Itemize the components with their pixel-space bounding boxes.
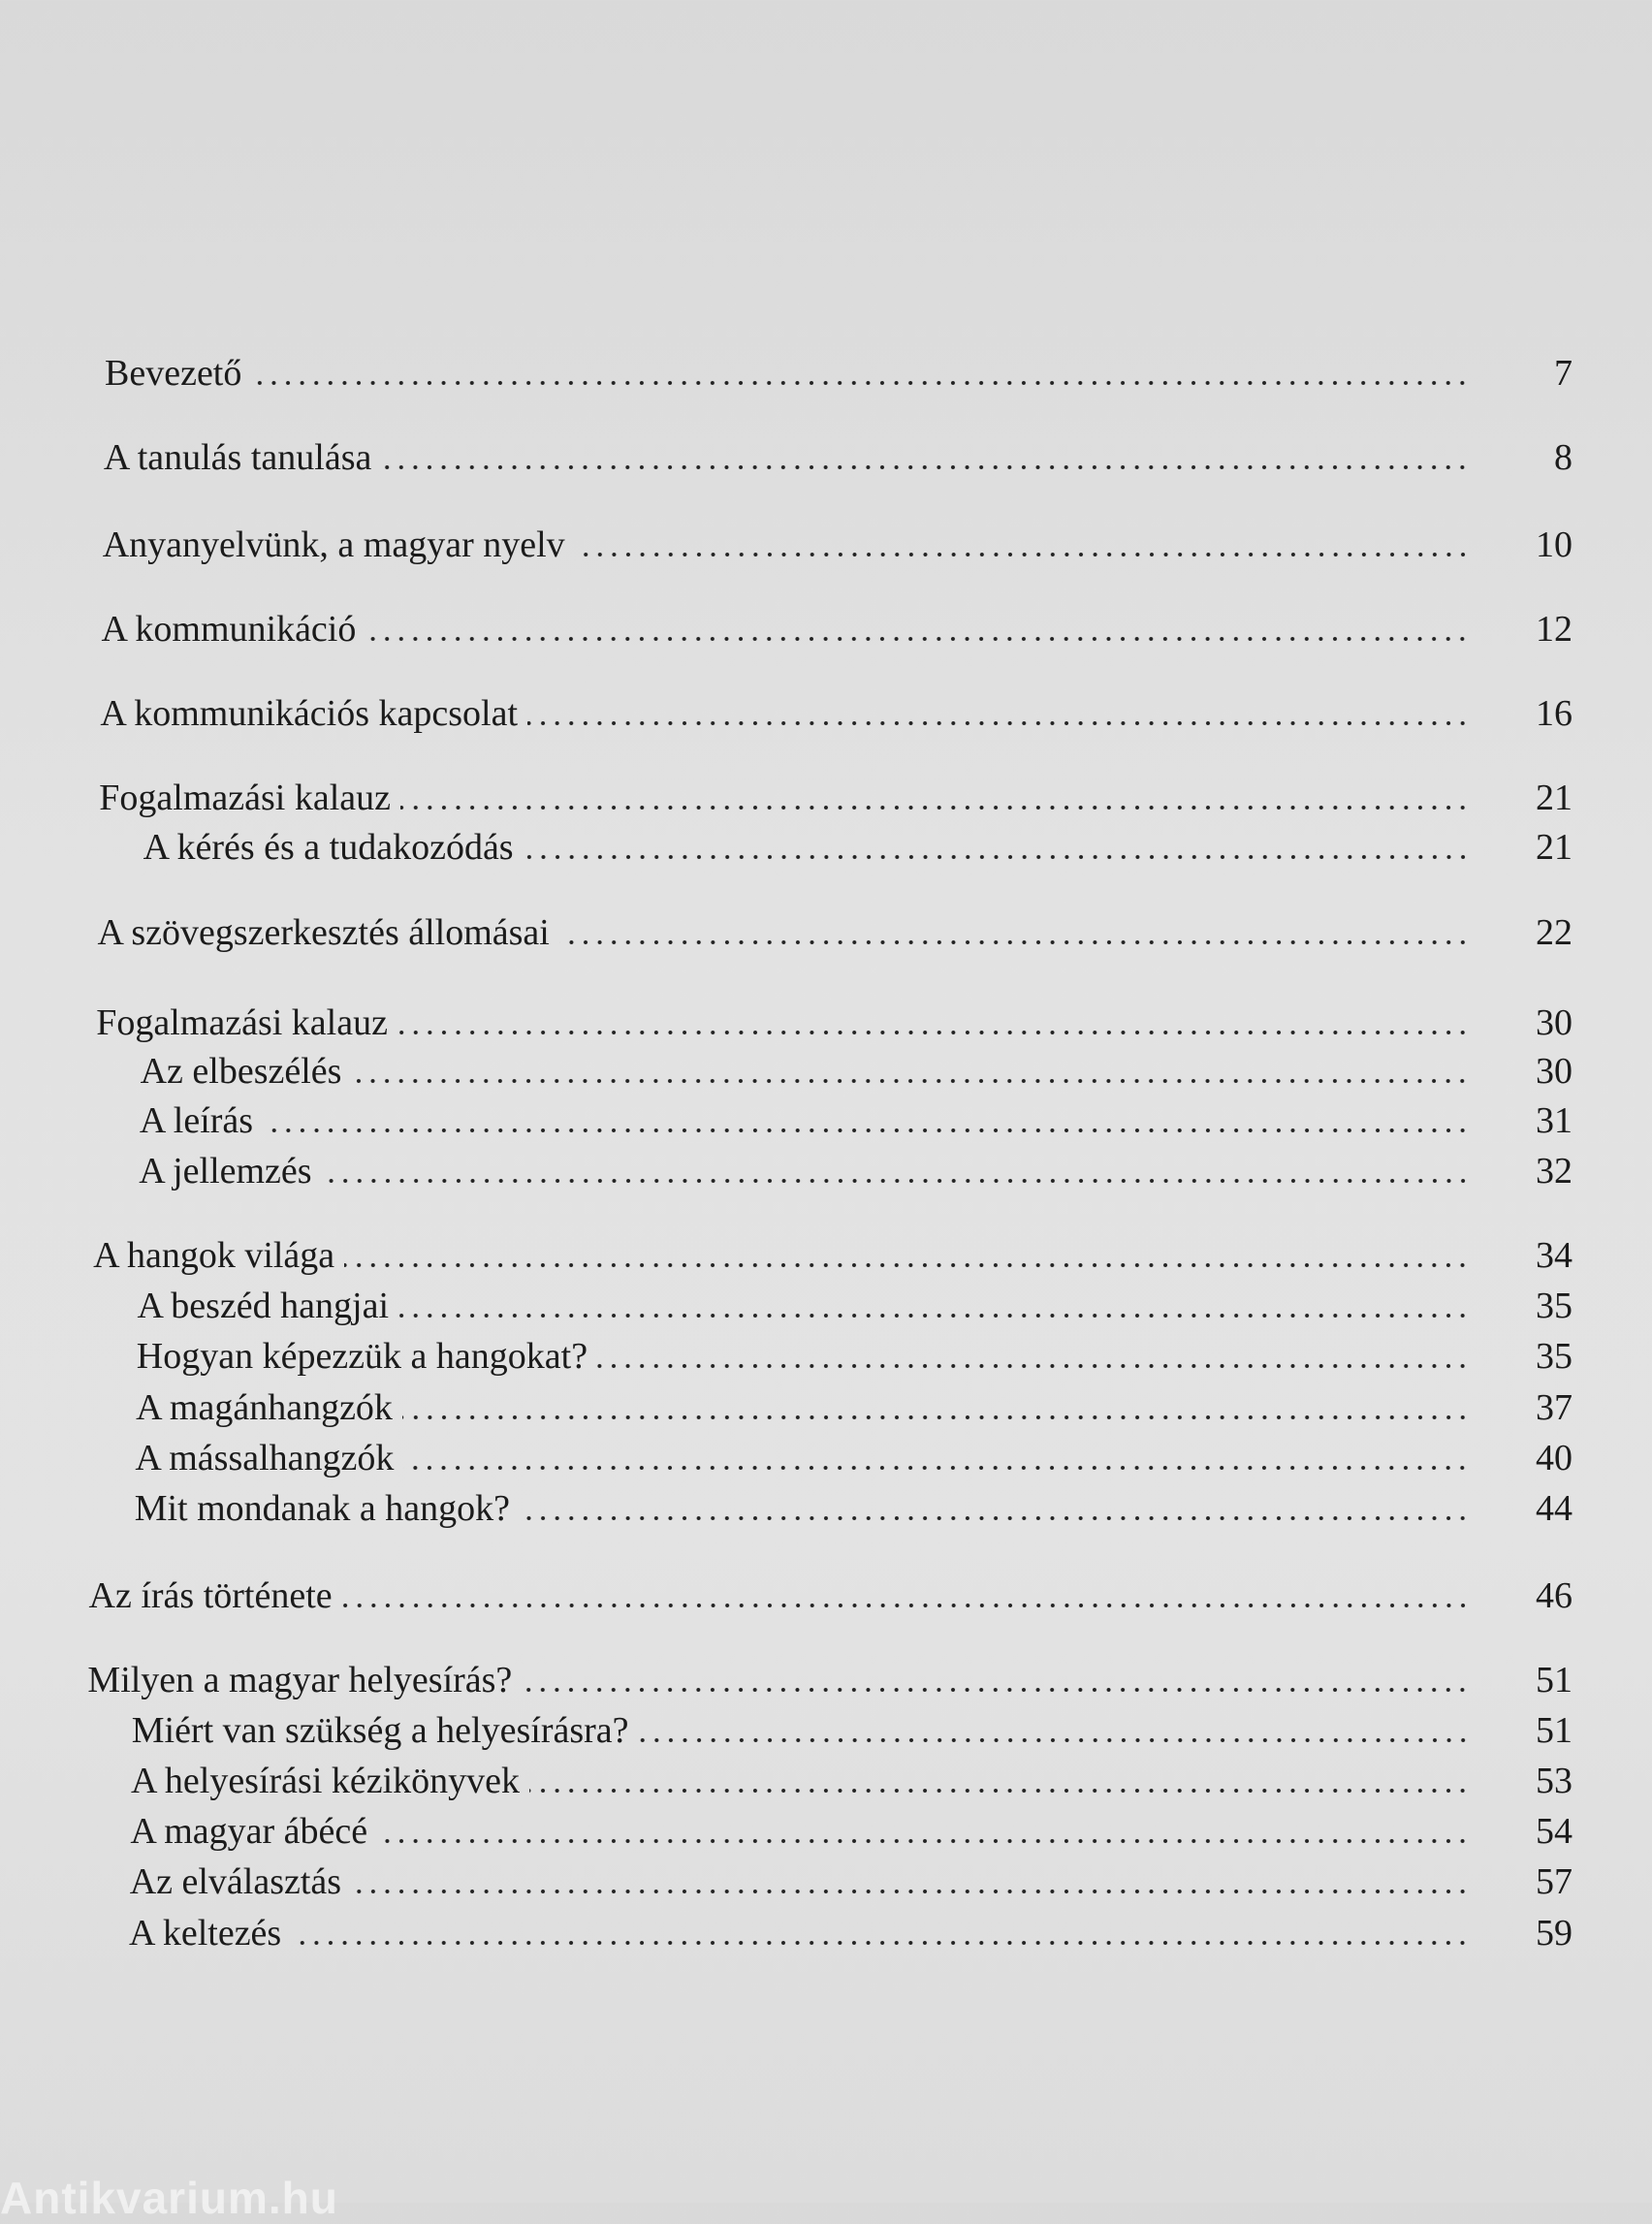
toc-entry [103, 522, 1573, 568]
toc-entry-title: Az elbeszélés [140, 1051, 342, 1092]
toc-entry-title: Az elválasztás [129, 1861, 342, 1902]
toc-entry-title: A mássalhangzók [135, 1438, 395, 1478]
toc-entry-title: A szövegszerkesztés állomásai [97, 912, 550, 953]
toc-entry-title: Miért van szükség a helyesírásra? [131, 1710, 629, 1751]
toc-entry-page: 57 [1535, 1861, 1573, 1902]
dot-leader [251, 379, 1470, 387]
dot-leader [597, 1362, 1470, 1370]
toc-entry-title: A beszéd hangjai [137, 1286, 390, 1326]
toc-entry [130, 1859, 1573, 1905]
dot-leader [322, 1177, 1470, 1185]
dot-leader [397, 1029, 1470, 1036]
toc-entry [131, 1758, 1573, 1804]
dot-leader [381, 463, 1470, 471]
toc-entry [99, 775, 1573, 821]
toc-entry-page: 22 [1535, 912, 1573, 953]
toc-entry-title: Hogyan képezzük a hangokat? [136, 1336, 588, 1377]
toc-entry-title: A leírás [139, 1100, 254, 1141]
toc-entry-title: A kérés és a tudakozódás [143, 827, 514, 868]
toc-entry [96, 1000, 1573, 1046]
dot-leader [351, 1888, 1470, 1895]
toc-entry-title: A kommunikáció [101, 609, 357, 650]
toc-entry-page: 51 [1535, 1710, 1573, 1751]
toc-entry-page: 12 [1535, 609, 1573, 650]
toc-entry-page: 21 [1535, 778, 1573, 818]
toc-entry-title: A hangok világa [93, 1235, 335, 1276]
toc-entry-page: 35 [1535, 1286, 1573, 1326]
toc-entry-title: Az írás története [88, 1575, 333, 1616]
toc-entry [97, 909, 1573, 956]
dot-leader [400, 804, 1470, 811]
dot-leader [524, 853, 1470, 861]
toc-entry [93, 1232, 1573, 1279]
toc-entry [87, 1657, 1573, 1703]
dot-leader [639, 1736, 1470, 1744]
toc-entry-title: A helyesírási kézikönyvek [131, 1761, 521, 1801]
toc-entry-page: 16 [1535, 693, 1573, 734]
toc-entry-page: 34 [1535, 1235, 1573, 1276]
toc-entry-page: 53 [1535, 1761, 1573, 1801]
toc-entry-title: Fogalmazási kalauz [96, 1002, 388, 1043]
toc-entry [132, 1707, 1573, 1754]
toc-entry [140, 1097, 1573, 1144]
toc-entry [135, 1485, 1573, 1532]
toc-entry-page: 31 [1535, 1100, 1573, 1141]
toc-entry-title: A tanulás tanulása [103, 437, 372, 478]
toc-entry-title: A jellemzés [139, 1151, 312, 1191]
toc-entry-page: 30 [1535, 1051, 1573, 1092]
dot-leader [529, 1787, 1470, 1795]
toc-entry [139, 1148, 1573, 1194]
toc-entry-page: 37 [1535, 1387, 1573, 1428]
toc-entry [143, 824, 1573, 871]
dot-leader [365, 635, 1470, 643]
toc-entry-title: A magánhangzók [136, 1387, 393, 1428]
toc-entry [141, 1048, 1573, 1095]
dot-leader [342, 1602, 1470, 1609]
toc-entry-page: 30 [1535, 1002, 1573, 1043]
toc-entry-title: Anyanyelvünk, a magyar nyelv [102, 524, 565, 565]
toc-entry-page: 54 [1535, 1811, 1573, 1852]
toc-entry-page: 32 [1535, 1151, 1573, 1191]
toc-entry-page: 8 [1553, 437, 1573, 478]
dot-leader [559, 938, 1470, 946]
toc-entry-title: Bevezető [105, 353, 242, 394]
toc-entry-page: 40 [1535, 1438, 1573, 1478]
toc-entry-page: 51 [1535, 1660, 1573, 1700]
toc-entry-title: Mit mondanak a hangok? [134, 1488, 510, 1529]
dot-leader [402, 1414, 1470, 1421]
toc-entry [130, 1808, 1573, 1855]
watermark: Antikvarium.hu [0, 2173, 338, 2223]
dot-leader [344, 1261, 1470, 1269]
toc-entry [137, 1333, 1573, 1380]
toc-entry-page: 21 [1535, 827, 1573, 868]
dot-leader [403, 1464, 1470, 1472]
toc-entry-page: 46 [1535, 1575, 1573, 1616]
toc-entry [135, 1435, 1573, 1481]
toc-entry-page: 10 [1535, 524, 1573, 565]
dot-leader [377, 1837, 1470, 1845]
toc-entry-page: 35 [1535, 1336, 1573, 1377]
dot-leader [398, 1312, 1470, 1319]
toc-entry [105, 350, 1573, 397]
dot-leader [263, 1127, 1470, 1134]
toc-entry [104, 434, 1573, 481]
toc-entry-title: A kommunikációs kapcsolat [100, 693, 519, 734]
dot-leader [527, 719, 1470, 727]
toc-entry [89, 1573, 1573, 1619]
toc-entry [137, 1283, 1573, 1329]
toc-entry-title: A keltezés [129, 1913, 282, 1954]
toc-entry-page: 44 [1535, 1488, 1573, 1529]
dot-leader [291, 1939, 1470, 1947]
toc-entry-title: A magyar ábécé [130, 1811, 368, 1852]
toc-entry [102, 606, 1573, 652]
toc-entry-page: 59 [1536, 1913, 1573, 1954]
dot-leader [351, 1077, 1470, 1085]
dot-leader [522, 1686, 1470, 1694]
toc-entry [129, 1910, 1573, 1956]
toc-entry-title: Milyen a magyar helyesírás? [87, 1660, 513, 1700]
toc-entry [100, 690, 1573, 737]
toc-entry-title: Fogalmazási kalauz [99, 778, 391, 818]
dot-leader [520, 1514, 1470, 1522]
toc-entry-page: 7 [1554, 353, 1573, 394]
dot-leader [575, 551, 1470, 558]
toc-entry [136, 1384, 1573, 1431]
